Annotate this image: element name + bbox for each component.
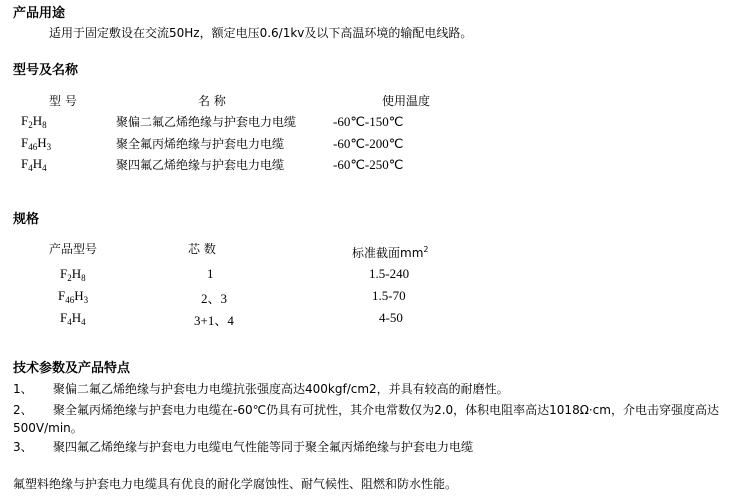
feature-number: 3、 <box>13 440 33 454</box>
spec-model: $F_{46}H_3$ <box>58 288 89 305</box>
models-heading: 型号及名称 <box>13 63 79 78</box>
specs-header-cores: 芯 数 <box>188 242 216 256</box>
spec-cores: 1 <box>207 266 214 281</box>
spec-section: 1.5-240 <box>369 266 410 281</box>
spec-cores: 2、3 <box>201 291 228 306</box>
features-footer: 氟塑料绝缘与护套电力电缆具有优良的耐化学腐蚀性、耐气候性、阻燃和防水性能。 <box>13 477 458 491</box>
usage-text: 适用于固定敷设在交流50Hz，额定电压0.6/1kv及以下高温环境的输配电线路。 <box>49 26 473 40</box>
models-header-temp: 使用温度 <box>382 94 431 108</box>
specs-heading: 规格 <box>13 212 40 227</box>
feature-text: 聚偏二氟乙烯绝缘与护套电力电缆抗张强度高达400kgf/cm2，并具有较高的耐磨性。 <box>53 382 509 396</box>
model-code: $F_4H_4$ <box>21 156 47 173</box>
model-temp: -60℃-250℃ <box>333 157 404 172</box>
model-name: 聚四氟乙烯绝缘与护套电力电缆 <box>116 158 285 172</box>
models-header-model: 型 号 <box>49 94 77 108</box>
model-code: $F_2H_8$ <box>21 113 47 130</box>
specs-header-section: 标准截面$mm^2$ <box>352 245 429 260</box>
models-header-name: 名 称 <box>198 94 226 108</box>
model-temp: -60℃-150℃ <box>333 114 404 129</box>
spec-model: $F_2H_8$ <box>60 266 86 283</box>
feature-text-continued: 500V/min。 <box>13 421 83 435</box>
model-temp: -60℃-200℃ <box>333 136 404 151</box>
model-code: $F_{46}H_3$ <box>21 135 52 152</box>
spec-model: $F_4H_4$ <box>60 310 86 327</box>
feature-number: 2、 <box>13 403 33 417</box>
feature-text: 聚四氟乙烯绝缘与护套电力电缆电气性能等同于聚全氟丙烯绝缘与护套电力电缆 <box>53 440 474 454</box>
model-name: 聚偏二氟乙烯绝缘与护套电力电缆 <box>116 115 297 129</box>
spec-section: 1.5-70 <box>372 288 406 303</box>
usage-heading: 产品用途 <box>13 6 66 21</box>
spec-cores: 3+1、4 <box>194 313 234 328</box>
model-name: 聚全氟丙烯绝缘与护套电力电缆 <box>116 137 285 151</box>
feature-number: 1、 <box>13 382 33 396</box>
features-heading: 技术参数及产品特点 <box>13 361 131 376</box>
specs-header-model: 产品型号 <box>49 242 98 256</box>
feature-text: 聚全氟丙烯绝缘与护套电力电缆在-60℃仍具有可扰性，其介电常数仅为2.0，体积电阻率高达1018Ω·cm，介电击穿强度高达 <box>53 403 719 417</box>
spec-section: 4-50 <box>379 310 403 325</box>
